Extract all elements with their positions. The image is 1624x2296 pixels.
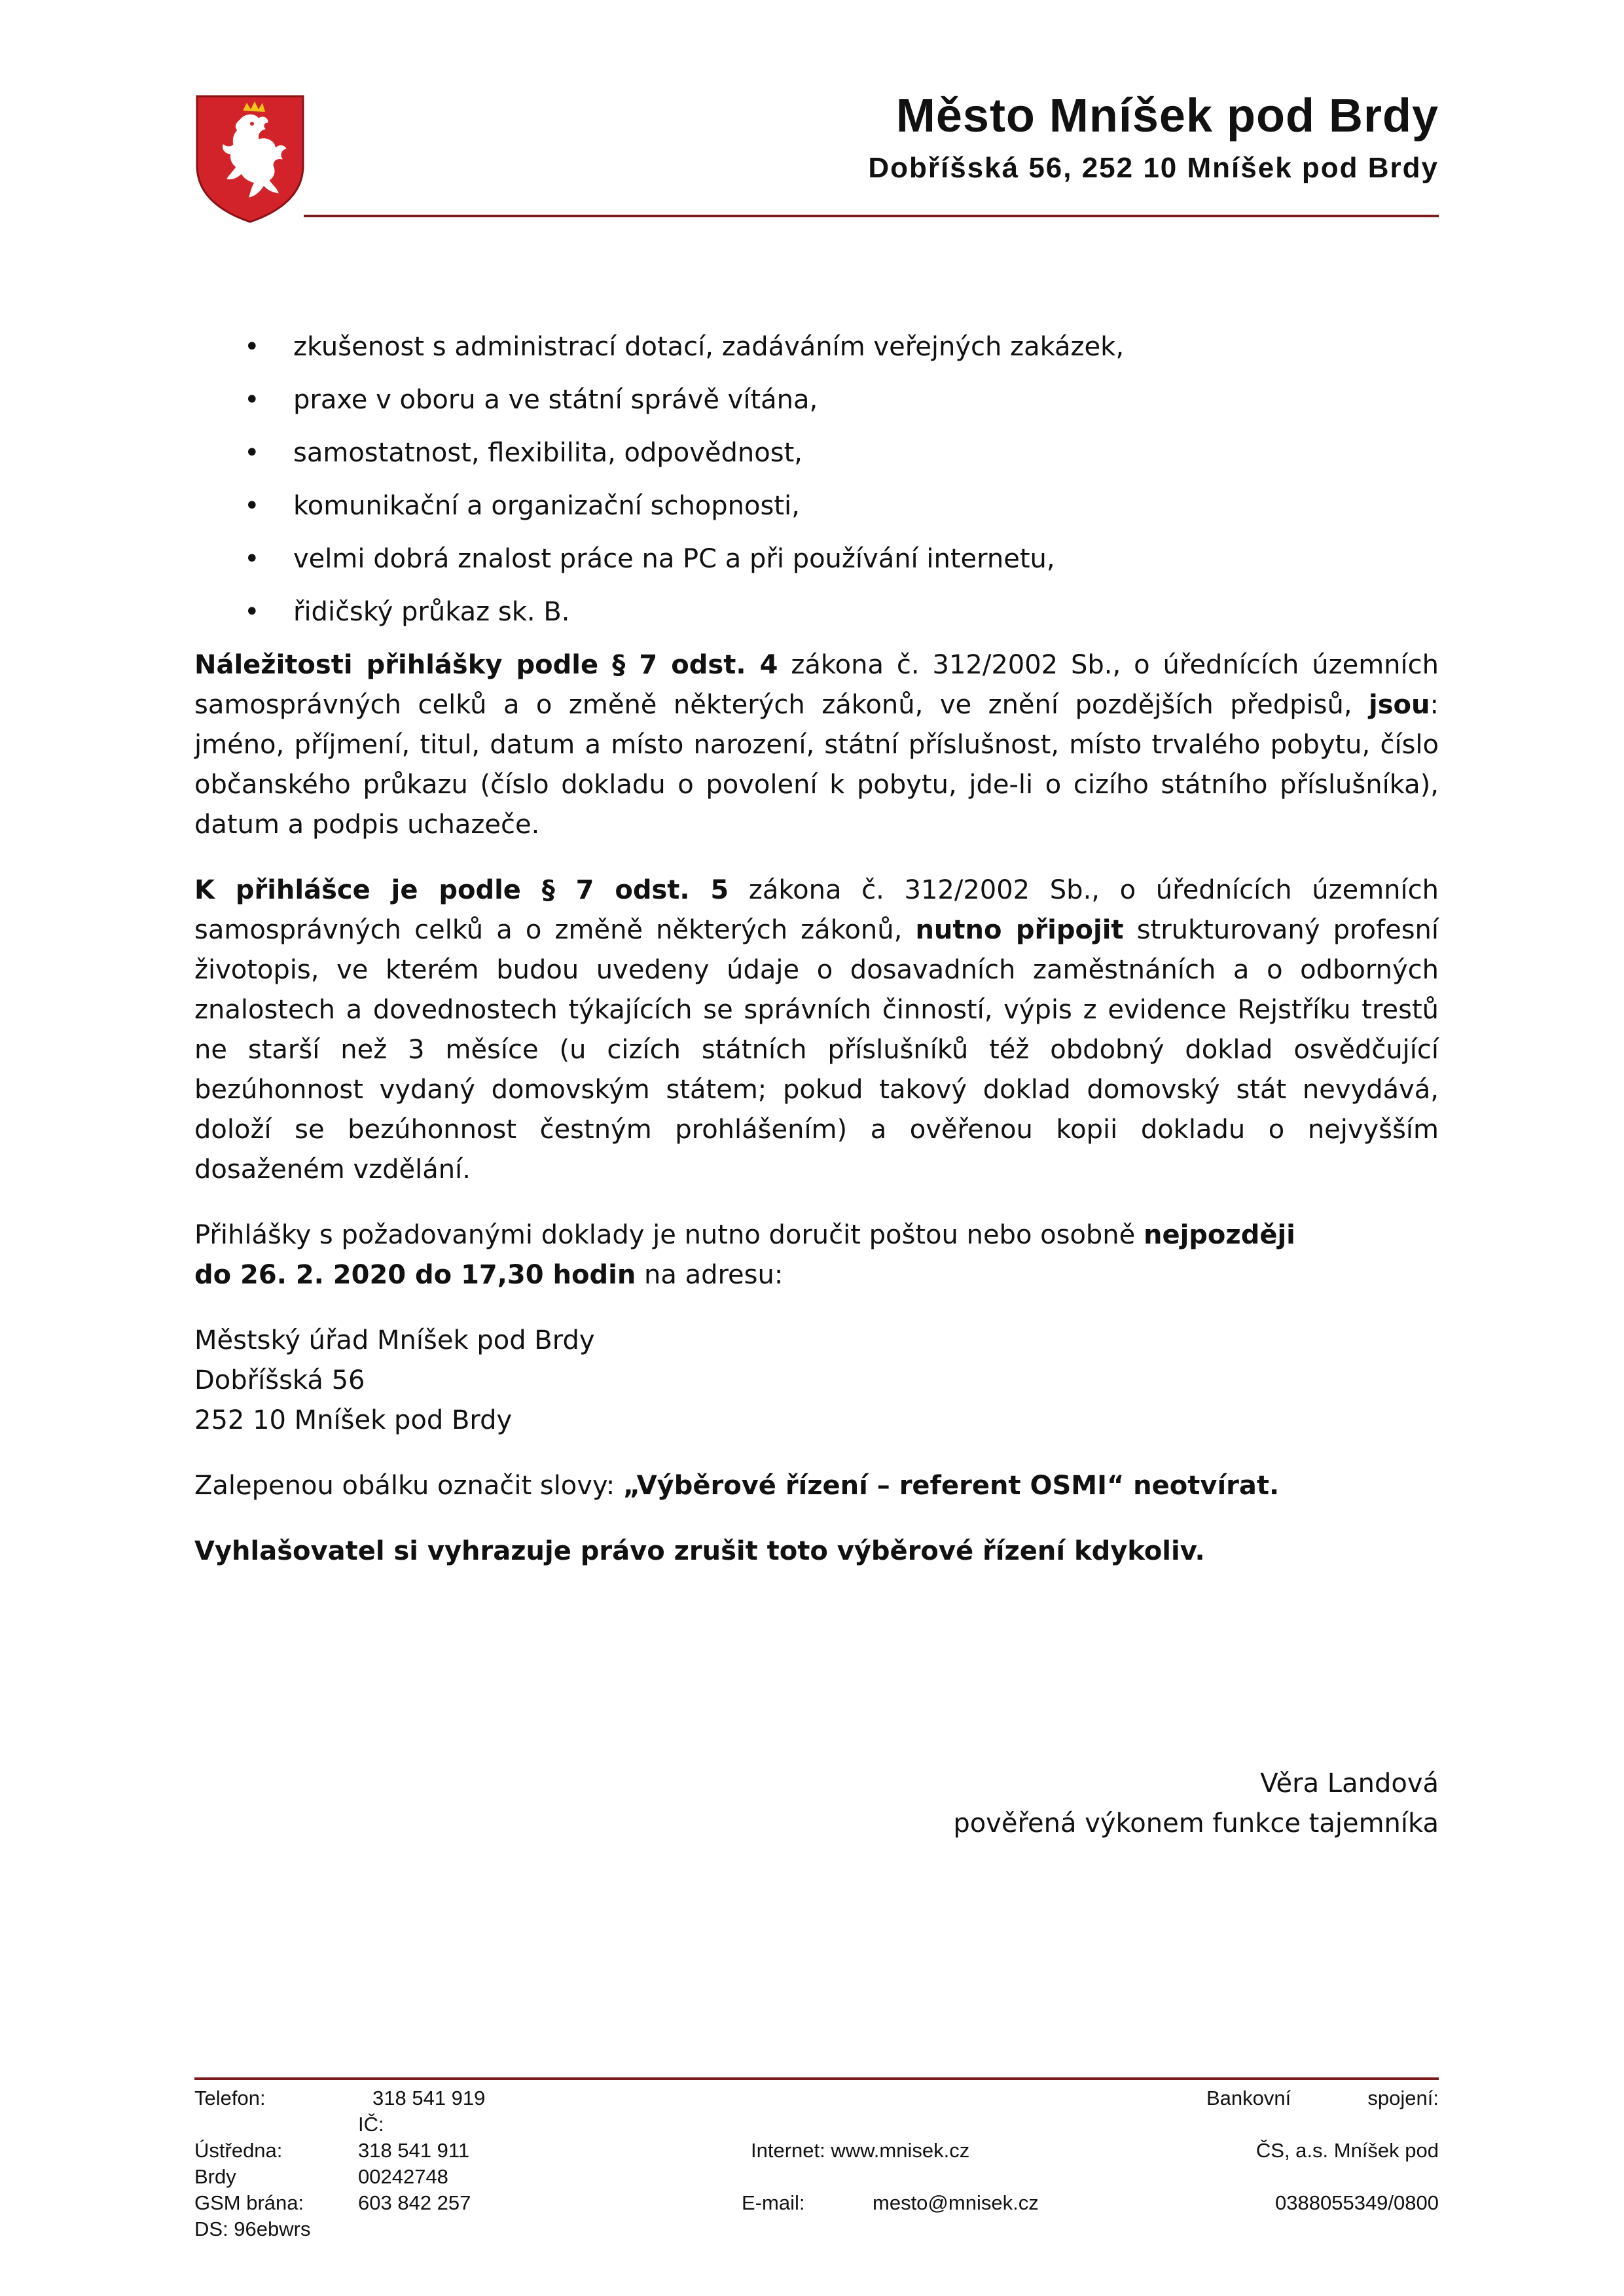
czech-lion-crest-icon [194, 94, 306, 223]
telefon-value: 318 541 919 [372, 2087, 486, 2109]
requirements-list [194, 327, 1439, 632]
footer-divider [194, 2077, 1439, 2080]
deadline-paragraph: Přihlášky s požadovanými doklady je nutno doručit poštou nebo osobně nejpozději do 26. 2. 2020 do 17,30 hodin na adresu: [194, 1220, 1295, 1290]
delivery-address: Městský úřad Mníšek pod Brdy Dobříšská 56 252 10 Mníšek pod Brdy [194, 1325, 595, 1435]
bullet-icon: • [244, 544, 260, 574]
attachments-paragraph: K přihlášce je podle § 7 odst. 5 zákona č. 312/2002 Sb., o úřednících územních samosprávných celků a o změně některých zákonů, nutno připojit strukturovaný profesní životopis, ve kterém budou uvedeny údaje o dosavadních zaměstnáních a o odborných znalostech a dovednostech týkajících se správních činností, výpis z evidence Rejstříku trestů ne starší než 3 měsíce (u cizích státních příslušníků též obdobný doklad osvědčující bezúhonnost vydaný domovským státem; pokud takový doklad domovský stát nevydává, doloží se bezúhonnost čestným prohlášením) a ověřenou kopii dokladu o nejvyšším dosaženém vzdělání. [194, 875, 1439, 1185]
bullet-icon: • [244, 438, 260, 468]
data-box-id: DS: 96ebwrs [194, 2217, 311, 2240]
ustredna-label: Ústředna: [194, 2139, 283, 2162]
bullet-icon: • [244, 332, 260, 362]
reservation-note: Vyhlašovatel si vyhrazuje právo zrušit toto výběrové řízení kdykoliv. [194, 1536, 1205, 1566]
ic-label: IČ: [358, 2113, 384, 2136]
org-address: Dobříšská 56, 252 10 Mníšek pod Brdy [868, 152, 1439, 184]
bullet-icon: • [244, 385, 260, 415]
envelope-instruction: Zalepenou obálku označit slovy: „Výběrové řízení – referent OSMI“ neotvírat. [194, 1471, 1280, 1501]
list-item: • zkušenost s administrací dotací, zadáváním veřejných zakázek, [194, 327, 1439, 367]
letter-body [194, 327, 1439, 1597]
brdy-text: Brdy [194, 2165, 236, 2188]
bullet-icon: • [244, 491, 260, 521]
list-item: • samostatnost, flexibilita, odpovědnost, [194, 433, 1439, 473]
application-requirements-paragraph: Náležitosti přihlášky podle § 7 odst. 4 zákona č. 312/2002 Sb., o úřednících územních samosprávných celků a o změně některých zákonů, ve znění pozdějších předpisů, jsou: jméno, příjmení, titul, datum a místo narození, státní příslušnost, místo trvalého pobytu, číslo občanského průkazu (číslo dokladu o povolení k pobytu, jde-li o cizího státního příslušníka), datum a podpis uchazeče. [194, 650, 1439, 840]
bullet-icon: • [244, 597, 260, 627]
footer [194, 2085, 1439, 2242]
bank-label: Bankovní [1206, 2087, 1291, 2109]
ustredna-value: 318 541 911 [358, 2139, 470, 2162]
bank-name: ČS, a.s. Mníšek pod [1255, 2139, 1439, 2162]
org-name: Město Mníšek pod Brdy [895, 90, 1439, 142]
list-item: • komunikační a organizační schopnosti, [194, 486, 1439, 526]
signature-block [953, 1764, 1439, 1844]
gsm-value: 603 842 257 [358, 2191, 471, 2214]
list-item: • praxe v oboru a ve státní správě vítána, [194, 380, 1439, 420]
gsm-label: GSM brána: [194, 2191, 304, 2214]
list-item: • velmi dobrá znalost práce na PC a při používání internetu, [194, 539, 1439, 579]
internet-link[interactable]: Internet: www.mnisek.cz [751, 2139, 970, 2162]
telefon-label: Telefon: [194, 2087, 266, 2109]
ic-value: 00242748 [358, 2165, 448, 2188]
email-link[interactable]: mesto@mnisek.cz [873, 2191, 1039, 2214]
header-divider [304, 215, 1439, 217]
signatory-name: Věra Landová [1260, 1768, 1439, 1799]
email-label: E-mail: [742, 2191, 805, 2214]
list-item: • řidičský průkaz sk. B. [194, 592, 1439, 632]
bank-account: 0388055349/0800 [1275, 2191, 1439, 2214]
signatory-role: pověřená výkonem funkce tajemníka [953, 1808, 1439, 1839]
bank-label-2: spojení: [1367, 2087, 1439, 2109]
